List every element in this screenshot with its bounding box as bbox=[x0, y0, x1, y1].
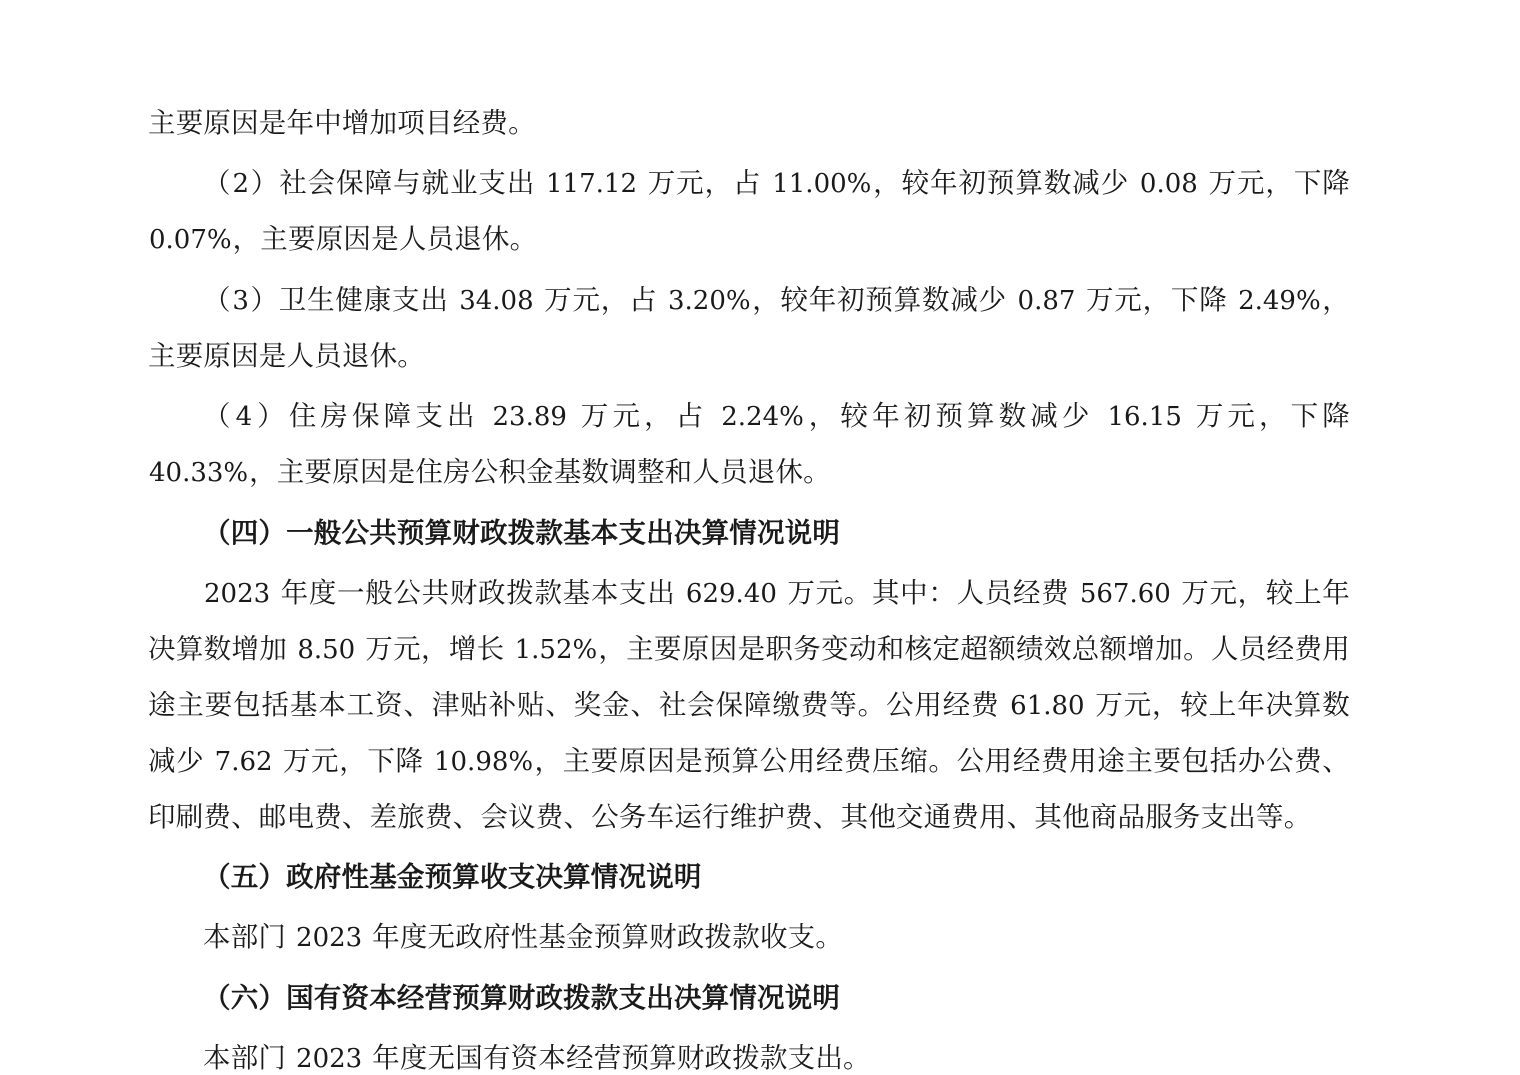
numeric-run: 10.98% bbox=[433, 747, 534, 777]
heading-section-5: （五）政府性基金预算收支决算情况说明 bbox=[203, 861, 702, 893]
numeric-run: 0.87 bbox=[1017, 286, 1076, 316]
numeric-run: 0.07% bbox=[149, 225, 232, 255]
heading-section-6: （六）国有资本经营预算财政拨款支出决算情况说明 bbox=[203, 982, 841, 1014]
numeric-run: 3.20% bbox=[667, 286, 751, 316]
paragraph-section-4-body: 2023 年度一般公共财政拨款基本支出 629.40 万元。其中：人员经费 567.60 万元，较上年决算数增加 8.50 万元，增长 1.52%，主要原因是职务变动和核定超额绩效总额增加。人员经费用途主要包括基本工资、津贴补贴、奖金、社会保障缴费等。公用经费 61.80 万元，较上年决算数减少 7.62 万元，下降 10.98%，主要原因是预算公用经费压缩。公用经费用途主要包括办公费、印刷费、邮电费、差旅费、会议费、公务车运行维护费、其他交通费用、其他商品服务支出等。 bbox=[148, 577, 1350, 833]
numeric-run: 3 bbox=[232, 286, 249, 316]
numeric-run: 117.12 bbox=[546, 169, 637, 199]
paragraph-item-2-social-security: （2）社会保障与就业支出 117.12 万元，占 11.00%，较年初预算数减少 0.08 万元，下降 0.07%，主要原因是人员退休。 bbox=[149, 167, 1351, 255]
numeric-run: 2023 bbox=[296, 1044, 363, 1074]
paragraph-item-4-housing: （4）住房保障支出 23.89 万元，占 2.24%，较年初预算数减少 16.15 万元，下降 40.33%，主要原因是住房公积金基数调整和人员退休。 bbox=[149, 400, 1351, 488]
paragraph-section-5-body: 本部门 2023 年度无政府性基金预算财政拨款收支。 bbox=[203, 921, 844, 953]
paragraph-section-6-body: 本部门 2023 年度无国有资本经营预算财政拨款支出。 bbox=[203, 1042, 871, 1074]
numeric-run: 1.52% bbox=[514, 635, 598, 665]
numeric-run: 8.50 bbox=[297, 635, 356, 665]
numeric-run: 16.15 bbox=[1107, 402, 1182, 432]
numeric-run: 61.80 bbox=[1010, 691, 1085, 721]
numeric-run: 0.08 bbox=[1139, 169, 1198, 199]
numeric-run: 2.49% bbox=[1238, 286, 1321, 316]
numeric-run: 7.62 bbox=[214, 747, 273, 777]
heading-section-4: （四）一般公共预算财政拨款基本支出决算情况说明 bbox=[203, 517, 841, 549]
document-body bbox=[148, 96, 1350, 1075]
paragraph-reason-project-funding: 主要原因是年中增加项目经费。 bbox=[148, 107, 536, 139]
numeric-run: 2 bbox=[232, 169, 250, 199]
paragraph-item-3-health: （3）卫生健康支出 34.08 万元，占 3.20%，较年初预算数减少 0.87 万元，下降 2.49%，主要原因是人员退休。 bbox=[148, 284, 1350, 372]
numeric-run: 4 bbox=[235, 402, 253, 432]
numeric-run: 567.60 bbox=[1079, 579, 1171, 609]
numeric-run: 34.08 bbox=[459, 286, 534, 316]
numeric-run: 2023 bbox=[296, 923, 363, 953]
numeric-run: 2023 bbox=[204, 579, 271, 609]
numeric-run: 629.40 bbox=[685, 579, 777, 609]
numeric-run: 11.00% bbox=[772, 169, 872, 199]
numeric-run: 23.89 bbox=[492, 402, 567, 432]
numeric-run: 40.33% bbox=[149, 458, 249, 488]
numeric-run: 2.24% bbox=[721, 402, 804, 432]
